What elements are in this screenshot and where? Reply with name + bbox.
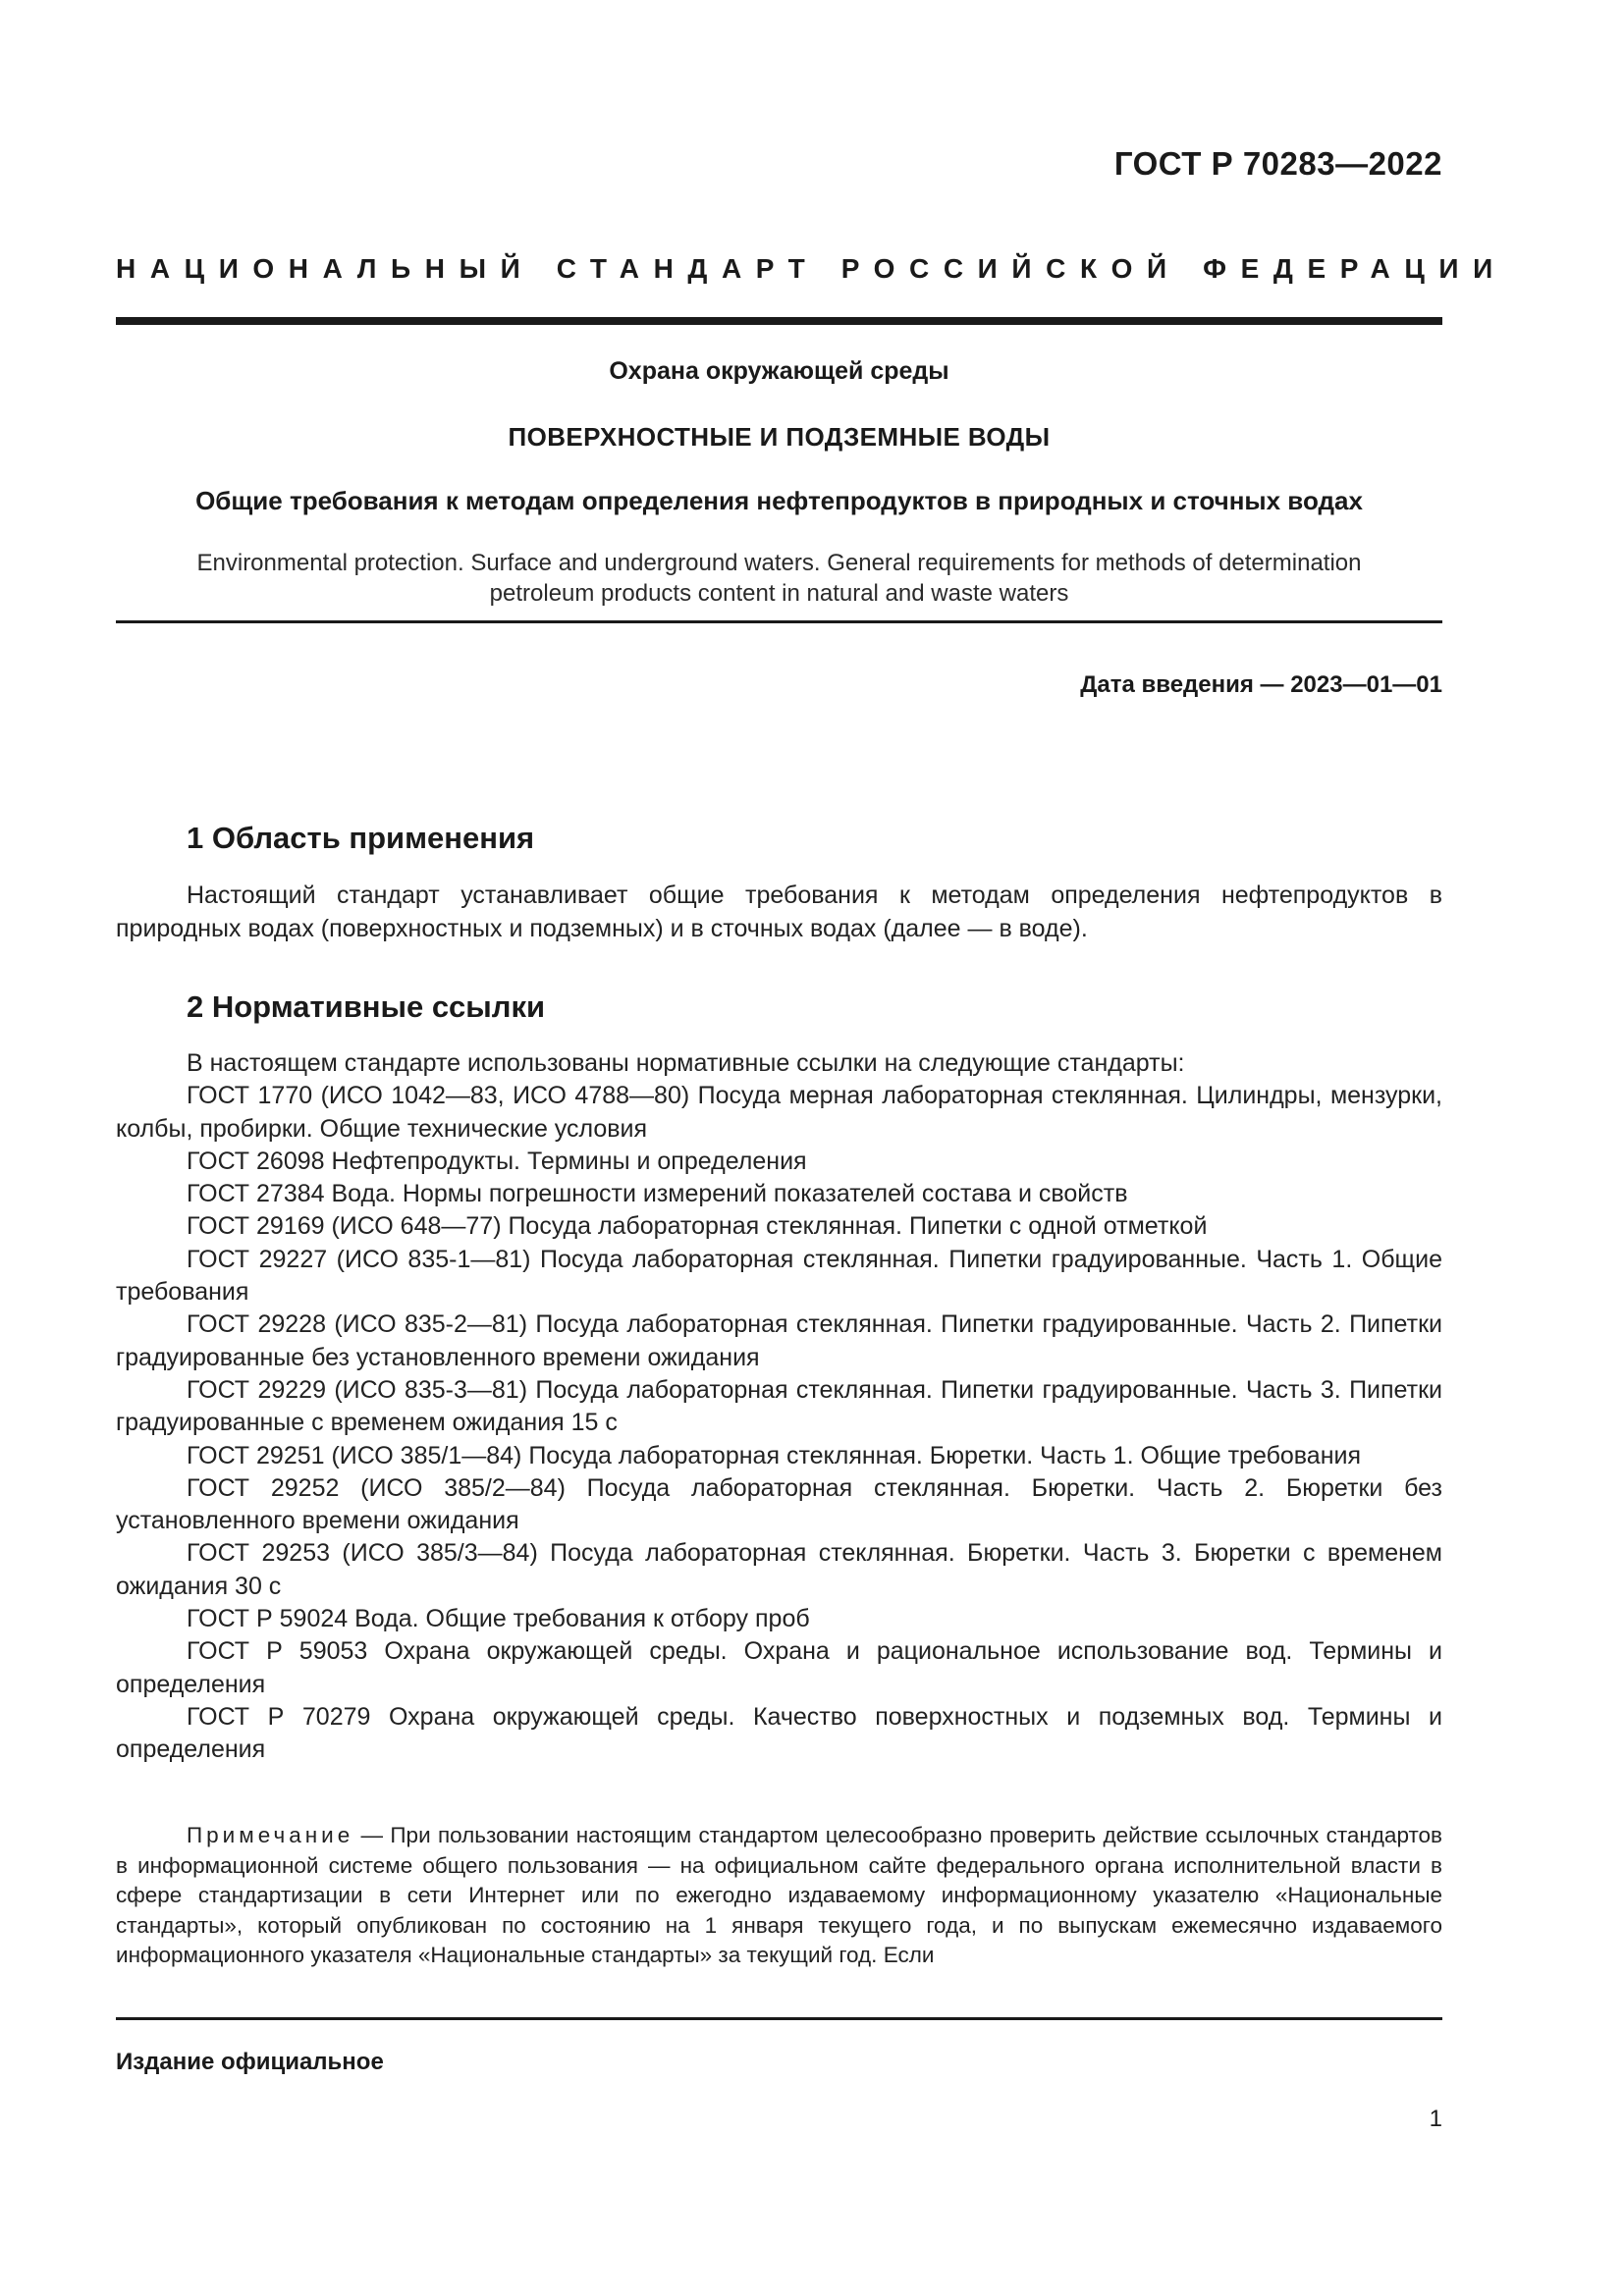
note-paragraph <box>116 1821 1442 1971</box>
reference-item: ГОСТ 26098 Нефтепродукты. Термины и определения <box>187 1147 807 1175</box>
official-edition-label: Издание официальное <box>116 2049 384 2075</box>
reference-item: ГОСТ 29251 (ИСО 385/1—84) Посуда лабораторная стеклянная. Бюретки. Часть 1. Общие требования <box>187 1441 1362 1469</box>
reference-item: ГОСТ Р 59053 Охрана окружающей среды. Охрана и рациональное использование вод. Термины и определения <box>116 1637 1442 1698</box>
page-number: 1 <box>1429 2106 1442 2132</box>
national-standard-banner: НАЦИОНАЛЬНЫЙ СТАНДАРТ РОССИЙСКОЙ ФЕДЕРАЦИИ <box>116 253 1507 284</box>
title-english-line-2: petroleum products content in natural and waste waters <box>489 580 1069 607</box>
section-2-heading: 2 Нормативные ссылки <box>187 989 546 1024</box>
title-subtitle: Общие требования к методам определения нефтепродуктов в природных и сточных водах <box>195 486 1363 515</box>
title-english <box>116 548 1442 609</box>
reference-item: ГОСТ 29229 (ИСО 835-3—81) Посуда лабораторная стеклянная. Пипетки градуированные. Часть 3. Пипетки градуированные с временем ожидания 15 с <box>116 1375 1442 1437</box>
note-label: Примечание <box>187 1823 354 1847</box>
reference-item: ГОСТ 29169 (ИСО 648—77) Посуда лабораторная стеклянная. Пипетки с одной отметкой <box>187 1212 1208 1241</box>
document-code: ГОСТ Р 70283—2022 <box>1113 145 1442 182</box>
header-divider <box>116 317 1442 325</box>
reference-item: ГОСТ Р 59024 Вода. Общие требования к отбору проб <box>187 1605 810 1633</box>
references-intro: В настоящем стандарте использованы нормативные ссылки на следующие стандарты: <box>187 1049 1185 1077</box>
introduction-date: Дата введения — 2023—01—01 <box>1080 671 1442 698</box>
title-divider <box>116 620 1442 623</box>
reference-item: ГОСТ Р 70279 Охрана окружающей среды. Качество поверхностных и подземных вод. Термины и определения <box>116 1702 1442 1764</box>
section-1-text-content: Настоящий стандарт устанавливает общие требования к методам определения нефтепродуктов в природных водах (поверхностных и подземных) и в сточных водах (далее — в воде). <box>116 881 1442 942</box>
section-1-heading: 1 Область применения <box>187 821 535 855</box>
reference-item: ГОСТ 27384 Вода. Нормы погрешности измерений показателей состава и свойств <box>187 1180 1128 1208</box>
reference-item: ГОСТ 29227 (ИСО 835-1—81) Посуда лабораторная стеклянная. Пипетки градуированные. Часть 1. Общие требования <box>116 1245 1442 1307</box>
note-text: — При пользовании настоящим стандартом целесообразно проверить действие ссылочных стандартов в информационной системе общего пользования — на официальном сайте федерального органа исполнительной власти в сфере стандартизации в сети Интернет или по ежегодно издаваемому информационному указателю «Национальные стандарты», который опубликован по состоянию на 1 января текущего года, и по выпускам ежемесячно издаваемого информационного указателя «Национальные стандарты» за текущий год. Если <box>116 1823 1442 1967</box>
title-main: ПОВЕРХНОСТНЫЕ И ПОДЗЕМНЫЕ ВОДЫ <box>508 422 1051 452</box>
reference-item: ГОСТ 1770 (ИСО 1042—83, ИСО 4788—80) Посуда мерная лабораторная стеклянная. Цилиндры, мензурки, колбы, пробирки. Общие технические условия <box>116 1082 1442 1143</box>
title-topic: Охрана окружающей среды <box>609 357 949 385</box>
normative-references <box>116 1047 1442 1767</box>
reference-item: ГОСТ 29252 (ИСО 385/2—84) Посуда лабораторная стеклянная. Бюретки. Часть 2. Бюретки без установленного времени ожидания <box>116 1473 1442 1535</box>
section-1-text <box>116 879 1442 945</box>
footer-divider <box>116 2017 1442 2020</box>
title-english-line-1: Environmental protection. Surface and underground waters. General requirements for methods of determination <box>196 550 1362 576</box>
reference-item: ГОСТ 29253 (ИСО 385/3—84) Посуда лабораторная стеклянная. Бюретки. Часть 3. Бюретки с временем ожидания 30 с <box>116 1539 1442 1600</box>
reference-item: ГОСТ 29228 (ИСО 835-2—81) Посуда лабораторная стеклянная. Пипетки градуированные. Часть 2. Пипетки градуированные без установленного времени ожидания <box>116 1310 1442 1371</box>
